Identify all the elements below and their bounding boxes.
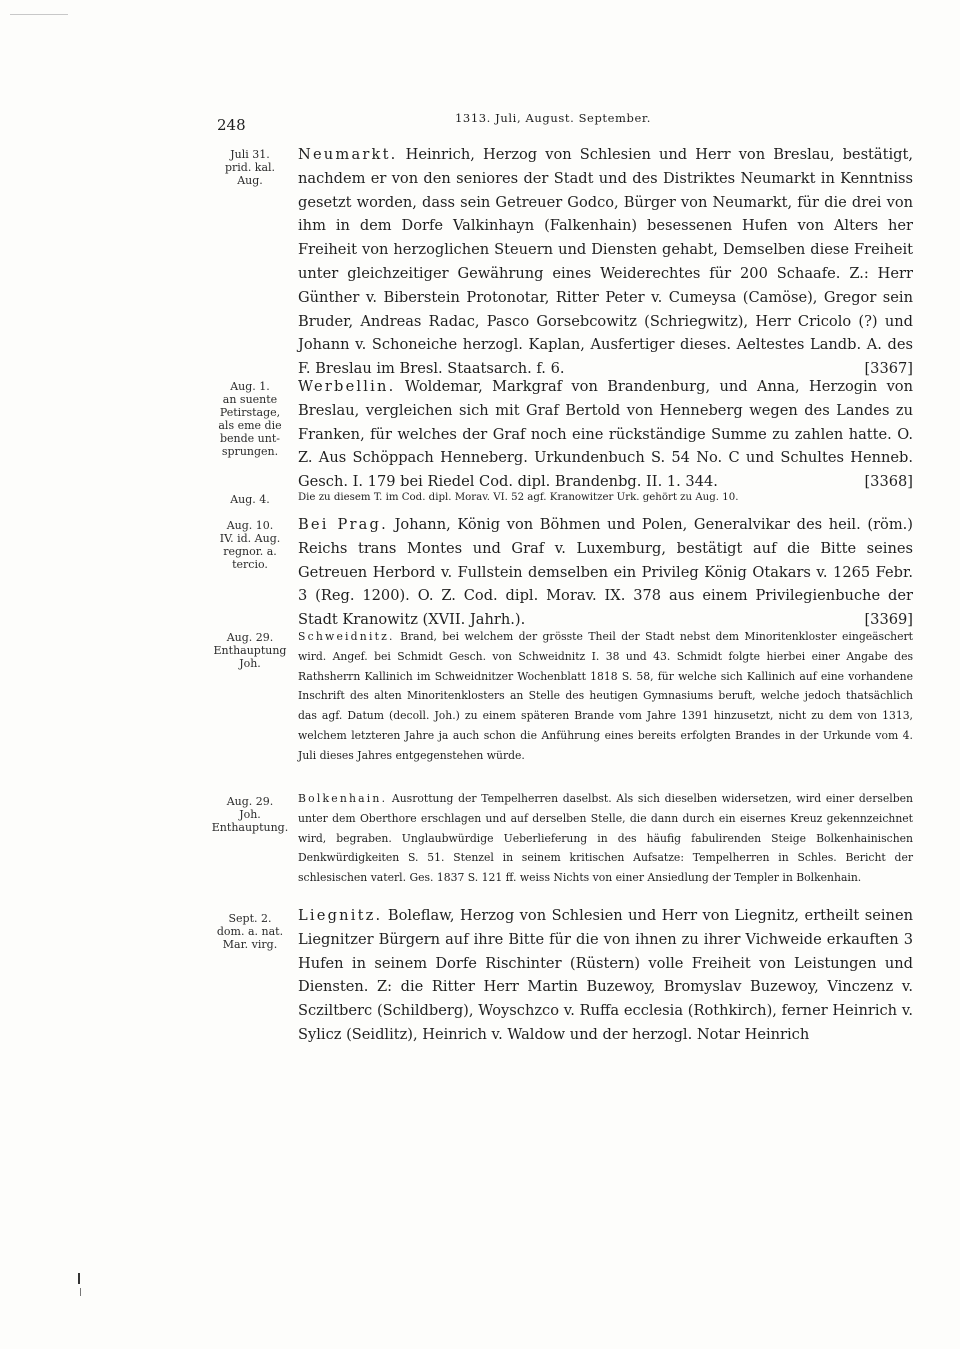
entry-body: Heinrich, Herzog von Schlesien und Herr von Breslau, bestätigt, nachdem er von den seniores der Stadt und des Distriktes Neumarkt in Kenntniss gesetzt worden, dass sein Getreuer Godco, Bürger von Neumarkt, für die drei von ihm in dem Dorfe Valkinhayn (Falkenhain) besessenen Hufen von Alters her Freiheit von herzoglichen Steuern und Diensten gehabt, Demselben diese Freiheit unter gleichzeitiger Gewährung eines Weiderechtes für 200 Schaafe. Z.: Herr Günther v. Biberstein Protonotar, Ritter Peter v. Cumeysa (Camöse), Gregor sein Bruder, Andreas Radac, Pasco Gorsebcowitz (Schriegwitz), Herr Cricolo (?) und Johann v. Schoneiche herzogl. Kaplan, Ausfertiger dieses. Aeltestes Landb. A. des F. Breslau im Bresl. Staatsarch. f. 6. — [298, 146, 913, 378]
entry-body: Woldemar, Markgraf von Brandenburg, und Anna, Herzogin von Breslau, vergleichen sich mit Graf Bertold von Henneberg wegen des Landes zu Franken, für welches der Graf noch eine rückständige Summe zu zahlen hatte. O. Z. Aus Schöppach Henneberg. Urkundenbuch S. 54 No. C und Schultes Henneb. Gesch. I. 179 bei Riedel Cod. dipl. Brandenbg. II. 1. 344. — [298, 378, 913, 491]
entry-place: Bei Prag. — [298, 516, 388, 533]
scan-edge-mark — [10, 14, 68, 15]
note-schweidnitz — [208, 627, 913, 766]
entry-text — [298, 513, 913, 632]
entry-text — [298, 375, 913, 494]
margin-date: Aug. 29. Joh. Enthauptung. — [211, 795, 289, 834]
entry-place: Bolkenhain. — [298, 792, 388, 805]
entry-body: Die zu diesem T. im Cod. dipl. Morav. VI. 52 agf. Kranowitzer Urk. gehört zu Aug. 10. — [298, 492, 739, 503]
entry-body: Ausrottung der Tempelherren daselbst. Als sich dieselben widersetzen, wird einer derselben unter dem Oberthore erschlagen und auf derselben Stelle, die dann durch ein eisernes Kreuz gekennzeichnet wird, begraben. Unglaubwürdige Ueberlieferung in des häufig fabulirenden Steige Bolkenhainischen Denkwürdigkeiten S. 51. Stenzel in seinem kritischen Aufsatze: Tempelherren in Schles. Bericht der schlesischen vaterl. Ges. 1837 S. 121 ff. weiss Nichts von einer Ansiedlung der Templer in Bolkenhain. — [298, 792, 913, 885]
entry-text — [298, 143, 913, 381]
entry-body: Boleflaw, Herzog von Schlesien und Herr von Liegnitz, ertheilt seinen Liegnitzer Bürgern auf ihre Bitte für die von ihnen zu ihrer Vichweide erkauften 3 Hufen in seinem Dorfe Rischinter (Rüstern) volle Freiheit von Leistungen und Diensten. Z: die Ritter Herr Martin Buzewoy, Bromyslav Buzewoy, Vinczenz v. Scziltberc (Schildberg), Woyschzco v. Ruffa ecclesia (Rothkirch), ferner Heinrich v. Sylicz (Seidlitz), Heinrich v. Waldow und der herzogl. Notar Heinrich — [298, 907, 913, 1043]
entry-text — [298, 627, 913, 766]
entry-body: Brand, bei welchem der grösste Theil der Stadt nebst dem Minoritenkloster eingeäschert wird. Angef. bei Schmidt Gesch. von Schweidnitz I. 38 und 43. Schmidt folgte hierbei einer Angabe des Rathsherrn Kallinich im Schweidnitzer Wochenblatt 1818 S. 58, für welche sich Kallinich auf eine vorhandene Inschrift des alten Minoritenklosters an Stelle des heutigen Gymnasiums beruft, welche jedoch thatsächlich das agf. Datum (decoll. Joh.) zu einem späteren Brande vom Jahre 1391 hinzusetzt, nicht zu dem von 1313, welchem letzteren Jahre ja auch schon die Anführung eines bereits erfolgten Brandes in der Urkunde vom 4. Juli dieses Jahres entgegenstehen würde. — [298, 630, 913, 762]
entry-number: [3369] — [864, 611, 913, 629]
regest-entry-3367 — [208, 143, 913, 381]
margin-date: Aug. 29. Enthauptung Joh. — [213, 631, 287, 670]
margin-date: Aug. 10. IV. id. Aug. regnor. a. tercio. — [219, 519, 281, 571]
entry-number: [3367] — [864, 360, 913, 378]
regest-entry-3369 — [208, 513, 913, 632]
regest-entry-3368 — [208, 375, 913, 494]
entry-place: Werbellin. — [298, 378, 396, 395]
margin-date: Sept. 2. dom. a. nat. Mar. virg. — [216, 912, 284, 951]
entry-text — [298, 489, 913, 507]
note-aug-4 — [208, 489, 913, 507]
regest-entry-liegnitz — [208, 904, 913, 1047]
margin-date: Juli 31. prid. kal. Aug. — [224, 148, 276, 187]
page-number: 248 — [217, 116, 246, 134]
scan-mark — [78, 1273, 80, 1284]
entry-place: Neumarkt. — [298, 146, 398, 163]
margin-date: Aug. 1. an suente Petirstage, als eme die bende unt- sprungen. — [218, 380, 282, 458]
margin-date: Aug. 4. — [230, 493, 270, 506]
entry-text — [298, 789, 913, 888]
running-head: 1313. Juli, August. September. — [455, 111, 652, 125]
entry-place: Liegnitz. — [298, 907, 383, 924]
entry-text — [298, 904, 913, 1047]
note-bolkenhain — [208, 789, 913, 888]
entry-body: Johann, König von Böhmen und Polen, Generalvikar des heil. (röm.) Reichs trans Montes und Graf v. Luxemburg, bestätigt auf die Bitte seines Getreuen Herbord v. Fullstein demselben ein Privileg König Otakars v. 1265 Febr. 3 (Reg. 1200). O. Z. Cod. dipl. Morav. IX. 378 aus einem Privilegienbuche der Stadt Kranowitz (XVII. Jahrh.). — [298, 516, 913, 629]
entry-number: [3368] — [864, 473, 913, 491]
scan-mark — [80, 1288, 81, 1296]
entry-place: Schweidnitz. — [298, 630, 395, 643]
